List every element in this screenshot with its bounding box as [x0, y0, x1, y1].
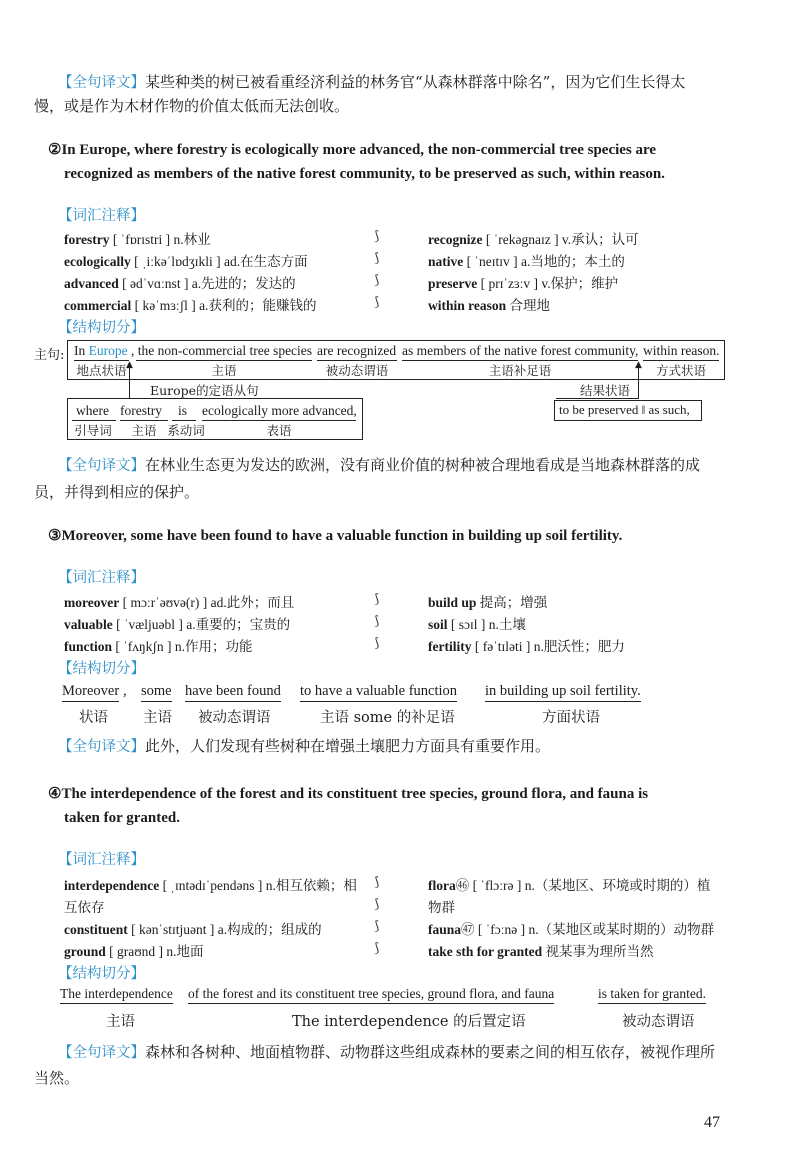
vocab-2-left-3: commercial [ kəˈmɜːʃl ] a.获利的；能赚钱的 — [64, 298, 317, 313]
vocab-2-right-3: within reason 合理地 — [428, 298, 551, 313]
label-passive-predicate-3: 被动态谓语 — [198, 710, 271, 726]
frag-predicate: are recognized — [317, 343, 397, 358]
sentence-3: ③Moreover, some have been found to have a valuable function in building up soil fertility. — [48, 528, 623, 544]
sentence-2-line2: recognized as members of the native forest community, to be preserved as such, within reason. — [64, 166, 665, 182]
translation-2-cont: 员，并得到相应的保护。 — [34, 483, 200, 501]
frag-subject: , the non-commercial tree species — [131, 343, 313, 358]
structure-tag-3: 【结构切分】 — [58, 661, 145, 677]
frag-comma: , — [123, 683, 127, 699]
wavy-divider-2: ⟆ ⟆ ⟆ ⟆ — [374, 229, 380, 310]
vocab-tag-2: 【词汇注释】 — [58, 208, 145, 224]
vocab-4-left-3: ground [ graʊnd ] n.地面 — [64, 944, 204, 959]
frag-within-reason: within reason. — [643, 343, 720, 358]
page-number: 47 — [704, 1114, 720, 1131]
label-place-adverbial: 地点状语 — [76, 363, 127, 378]
structure-tag-4: 【结构切分】 — [58, 966, 145, 982]
translation-3: 【全句译文】此外，人们发现有些树种在增强土壤肥力方面具有重要作用。 — [58, 737, 551, 755]
vocab-tag-3: 【词汇注释】 — [58, 570, 145, 586]
label-relative-clause: Europe的定语从句 — [150, 383, 259, 398]
full-translation-tag: 【全句译文】 — [58, 75, 145, 91]
label-link-verb: 系动词 — [167, 423, 205, 438]
label-post-attributive: The interdependence 的后置定语 — [292, 1014, 526, 1030]
sentence-2-line1: ②In Europe, where forestry is ecologically more advanced, the non-commercial tree species are — [48, 142, 657, 158]
vocab-3-left-1: valuable [ ˈvæljuəbl ] a.重要的；宝贵的 — [64, 617, 291, 632]
frag-taken-for-granted: is taken for granted. — [598, 986, 706, 1004]
translation-4: 【全句译文】森林和各树种、地面植物群、动物群这些组成森林的要素之间的相互依存，被视作理所 — [58, 1043, 716, 1061]
vocab-2-left-2: advanced [ ədˈvɑːnst ] a.先进的；发达的 — [64, 276, 296, 291]
label-result-adverbial: 结果状语 — [579, 383, 630, 398]
label-rel-subject: 主语 — [131, 423, 157, 438]
vocab-2-right-1: native [ ˈneɪtɪv ] a.当地的；本土的 — [428, 254, 625, 269]
vocab-2-left-0: forestry [ ˈfɒrɪstri ] n.林业 — [64, 232, 211, 247]
frag-interdependence: The interdependence — [60, 986, 173, 1004]
label-subject-3: 主语 — [143, 710, 172, 726]
label-passive-predicate-4: 被动态谓语 — [622, 1014, 695, 1030]
wavy-divider-4: ⟆ ⟆ ⟆ ⟆ — [374, 875, 380, 956]
frag-complement: as members of the native forest community, — [402, 343, 639, 358]
label-subject-4: 主语 — [106, 1014, 135, 1030]
label-adverbial: 状语 — [79, 710, 108, 726]
vocab-3-right-0: build up 提高；增强 — [428, 595, 548, 610]
frag-some: some — [141, 683, 172, 702]
frag-have-been-found: have been found — [185, 683, 281, 702]
frag-building-up: in building up soil fertility. — [485, 683, 641, 702]
intro-translation-cont: 慢，或是作为木材作物的价值太低而无法创收。 — [34, 97, 350, 115]
vocab-2-right-2: preserve [ prɪˈzɜːv ] v.保护；维护 — [428, 276, 619, 291]
arrow-result-head: ▲ — [635, 360, 642, 370]
structure-tag-2: 【结构切分】 — [58, 320, 145, 336]
label-passive-predicate: 被动态谓语 — [325, 363, 389, 378]
vocab-4-right-3: take sth for granted 视某事为理所当然 — [428, 944, 654, 959]
vocab-2-left-1: ecologically [ ˌiːkəˈlɒdʒɪkli ] ad.在生态方面 — [64, 254, 308, 269]
translation-2: 【全句译文】在林业生态更为发达的欧洲，没有商业价值的树种被合理地看成是当地森林群落的成 — [58, 456, 701, 474]
sentence-4-line1: ④The interdependence of the forest and its constituent tree species, ground flora, and fauna is — [48, 786, 649, 802]
vocab-3-right-2: fertility [ fəˈtɪləti ] n.肥沃性；肥力 — [428, 639, 625, 654]
rel-forestry: forestry — [120, 403, 162, 418]
main-clause-label: 主句: — [34, 348, 65, 363]
frag-in-europe: In Europe — [74, 343, 128, 358]
translation-4-cont: 当然。 — [34, 1069, 80, 1087]
frag-valuable-function: to have a valuable function — [300, 683, 457, 702]
vocab-3-left-0: moreover [ mɔːrˈəʊvə(r) ] ad.此外；而且 — [64, 595, 295, 610]
label-manner-adverbial: 方式状语 — [655, 363, 706, 378]
label-guide-word: 引导词 — [74, 423, 112, 438]
intro-translation: 【全句译文】某些种类的树已被看重经济利益的林务官“从森林群落中除名”，因为它们生长得太 — [58, 73, 686, 91]
vocab-3-right-1: soil [ sɔɪl ] n.土壤 — [428, 617, 526, 632]
arrow-europe-head: ▲ — [126, 360, 133, 370]
frag-of-the-forest: of the forest and its constituent tree species, ground flora, and fauna — [188, 986, 554, 1004]
rel-where: where — [76, 403, 109, 418]
label-predicative: 表语 — [266, 423, 292, 438]
vocab-4-right-1: 物群 — [428, 900, 455, 915]
vocab-tag-4: 【词汇注释】 — [58, 852, 145, 868]
label-subject-complement: 主语补足语 — [488, 363, 552, 378]
label-some-complement: 主语 some 的补足语 — [320, 710, 455, 726]
frag-moreover: Moreover — [62, 683, 119, 702]
vocab-4-left-2: constituent [ kənˈstɪtjuənt ] a.构成的；组成的 — [64, 922, 322, 937]
vocab-4-left-1: 互依存 — [64, 900, 105, 915]
rel-is: is — [178, 403, 188, 418]
rel-advanced: ecologically more advanced, — [202, 403, 357, 418]
vocab-4-right-0: flora㊻ [ ˈflɔːrə ] n.（某地区、环境或时期的）植 — [428, 878, 711, 893]
vocab-4-left-0: interdependence [ ˌɪntədɪˈpendəns ] n.相互依赖；相 — [64, 878, 357, 893]
label-aspect-adverbial: 方面状语 — [542, 710, 600, 726]
vocab-2-right-0: recognize [ ˈrekəgnaɪz ] v.承认；认可 — [428, 232, 639, 247]
vocab-4-right-2: fauna㊼ [ ˈfɔːnə ] n.（某地区或某时期的）动物群 — [428, 922, 715, 937]
wavy-divider-3: ⟆ ⟆ ⟆ — [374, 592, 380, 651]
label-subject: 主语 — [211, 363, 237, 378]
sentence-4-line2: taken for granted. — [64, 810, 180, 826]
result-text: to be preserved ‖ as such, — [559, 402, 690, 417]
vocab-3-left-2: function [ ˈfʌŋkʃn ] n.作用；功能 — [64, 639, 253, 654]
